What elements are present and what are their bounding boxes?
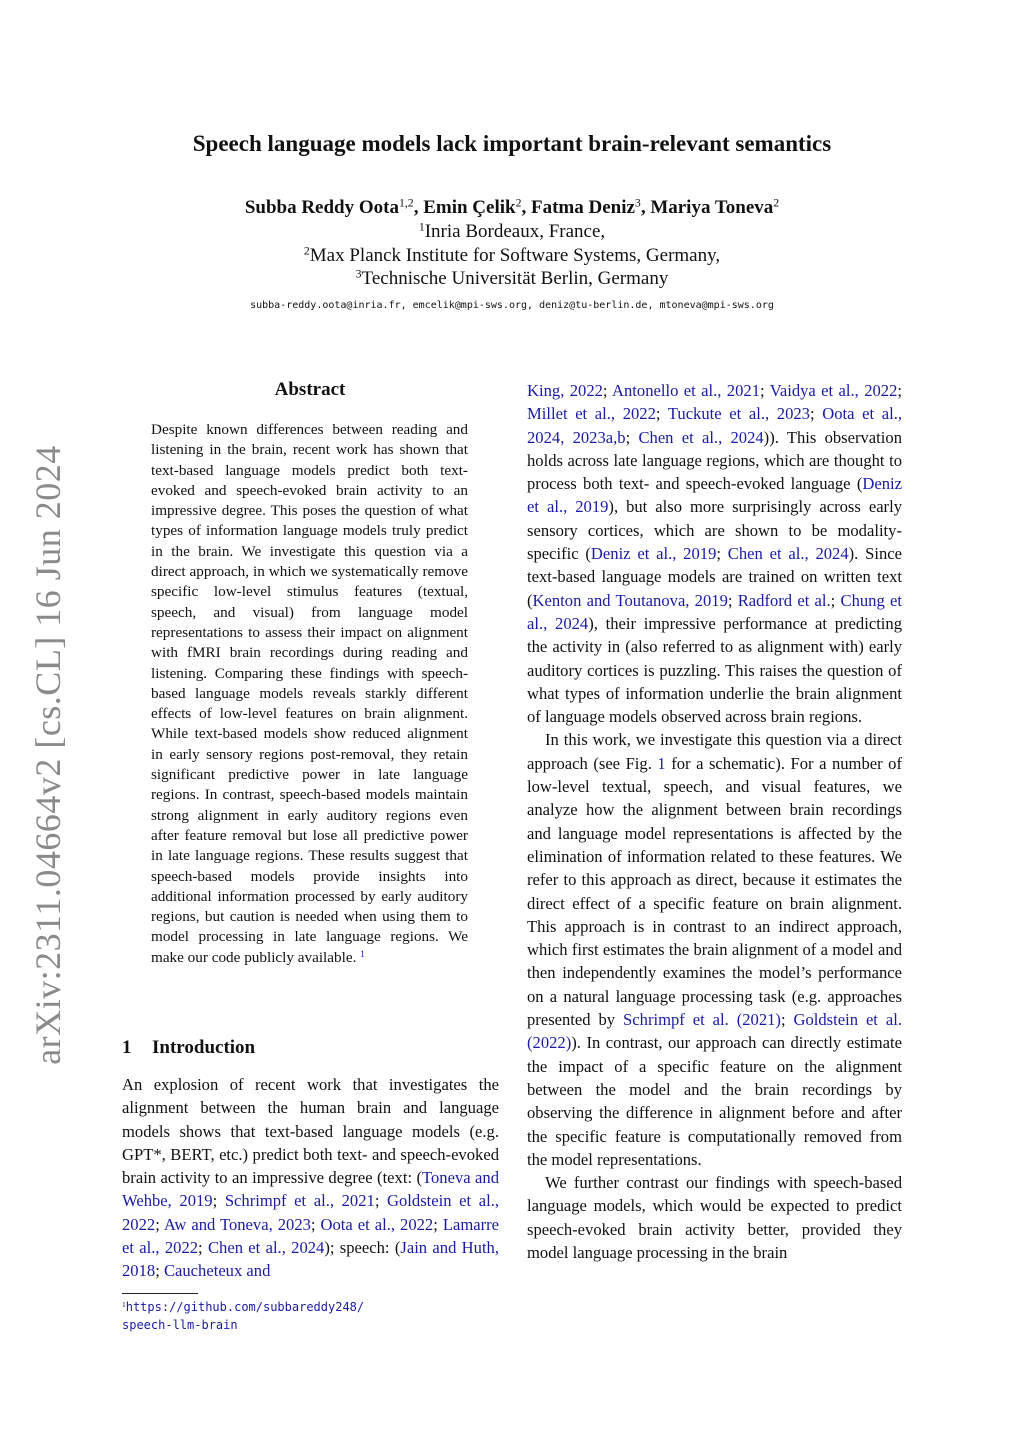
body-text: ). Since text-based language models are trained on written text ( — [527, 544, 902, 610]
citation-link[interactable]: Oota et al., 2022 — [320, 1214, 434, 1234]
author-name: Mariya Toneva — [650, 197, 774, 218]
section-heading-introduction: 1 Introduction — [122, 1037, 256, 1058]
footnote-divider — [122, 1293, 198, 1294]
affiliation-3: $^3$Technische Universität Berlin, Germany — [355, 267, 669, 289]
citation-link[interactable]: Chen et al., 2024 — [207, 1238, 325, 1258]
arxiv-identifier-text: arXiv:2311.04664v2 [cs.CL] 16 Jun 2024 — [28, 445, 68, 1065]
body-text: ; — [155, 1214, 164, 1234]
author-list: Subba Reddy Oota$^{1,2}$, Emin Çelik$^2$, Fatma Deniz$^3$, Mariya Toneva$^2$ — [244, 196, 780, 218]
citation-link[interactable]: Deniz et al., 2019 — [527, 474, 902, 517]
body-text: ); speech: ( — [324, 1238, 401, 1258]
body-text: ; — [433, 1214, 443, 1234]
body-text: ; — [212, 1191, 225, 1211]
affiliation-2: $^2$Max Planck Institute for Software Systems, Germany, — [303, 244, 721, 266]
body-text: In this work, we investigate this question via a direct approach (see Fig. — [527, 730, 902, 773]
body-text: ; — [602, 381, 613, 400]
body-text: ; — [310, 1214, 321, 1234]
citation-link[interactable]: Goldstein et al., 2022 — [122, 1191, 500, 1234]
citation-link[interactable]: Chen et al., 2024 — [727, 544, 849, 564]
abstract-heading: Abstract — [274, 379, 346, 400]
intro-right-column — [527, 379, 902, 1264]
footnote: $^1$https://github.com/subbareddy248/ speech-llm-brain — [122, 1299, 365, 1332]
body-text: ; — [897, 381, 903, 400]
body-text: ; — [830, 590, 841, 610]
body-text: ), but also more surprisingly across early sensory cortices, which are shown to be modality-specific ( — [527, 497, 902, 564]
citation-link[interactable]: Millet et al., 2022 — [527, 404, 656, 424]
abstract-text: Despite known differences between reading and listening in the brain, recent work has shown that text-based language models predict both text-evoked and speech-evoked brain activity to an impressive degree. This poses the question of what types of information language models truly predict in the brain. We investigate this question via a direct approach, in which we systematically remove specific low-level stimulus features (textual, speech, and visual) from language model representations to assess their impact on alignment with fMRI brain recordings during reading and listening. Comparing these findings with speech-based language models reveals starkly different effects of low-level features on brain alignment. While text-based models show reduced alignment in early sensory regions post-removal, they retain significant predictive power in late language regions. In contrast, speech-based models maintain strong alignment in early auditory regions even after feature removal but lose all predictive power in late language regions. These results suggest that speech-based models provide insights into additional information processed by early auditory regions, but caution is needed when using them to model processing in late language regions. We make our code publicly available. $^1$ — [151, 421, 468, 966]
citation-link[interactable]: Goldstein et al. (2022) — [527, 1010, 902, 1053]
citation-link[interactable]: Vaidya et al., 2022 — [769, 381, 898, 400]
citation-link[interactable]: Oota et al., 2024, 2023a,b — [527, 404, 902, 447]
citation-link[interactable]: Aw and Toneva, 2023 — [163, 1214, 311, 1234]
citation-link[interactable]: Toneva and Wehbe, 2019 — [122, 1168, 499, 1211]
author-name: Fatma Deniz — [530, 197, 635, 218]
footnote-link-cont[interactable]: speech-llm-brain — [122, 1318, 238, 1332]
paper-title: Speech language models lack important brain-relevant semantics — [192, 131, 832, 156]
footnote-ref[interactable]: 1 — [360, 949, 365, 960]
citation-link[interactable]: Jain and Huth, 2018 — [122, 1238, 500, 1281]
footnote-link[interactable]: https://github.com/subbareddy248/ — [125, 1300, 365, 1314]
body-text: An explosion of recent work that investigates the alignment between the human brain and language models shows that text-based language models (e.g. GPT*, BERT, etc.) predict both text- and speech-evoked brain activity to an impressive degree (text: ( — [122, 1075, 499, 1188]
body-text: ; — [760, 381, 770, 400]
body-text: ; — [625, 427, 639, 447]
intro-paragraph-left — [122, 1073, 499, 1283]
body-text: ), their impressive performance at predicting the activity in (also referred to as alignment with) early auditory cortices is puzzling. This raises the question of what types of information underlie the brain alignment of language models observed across brain regions. — [527, 613, 903, 727]
citation-link[interactable]: Schrimpf et al. (2021) — [623, 1010, 781, 1030]
citation-link[interactable]: King, 2022 — [527, 381, 603, 400]
body-text: )). This observation holds across late language regions, which are thought to process both text- and speech-evoked language ( — [527, 427, 902, 494]
citation-link[interactable]: Radford et al. — [737, 590, 831, 610]
body-text: ; — [198, 1238, 208, 1258]
author-emails: subba-reddy.oota@inria.fr, emcelik@mpi-sws.org, deniz@tu-berlin.de, mtoneva@mpi-sws.org — [250, 300, 774, 311]
citation-link[interactable]: Chung et al., 2024 — [527, 590, 902, 633]
body-text: ). In contrast, our approach can directly estimate the impact of a specific feature on the alignment between the model and the brain recordings by observing the difference in alignment before and after the specific feature is computationally removed from the model representations. — [527, 1033, 902, 1169]
citation-link[interactable]: Deniz et al., 2019 — [590, 544, 717, 564]
body-text: ; — [716, 544, 728, 564]
author-name: Subba Reddy Oota — [244, 197, 399, 218]
author-name: Emin Çelik — [423, 197, 516, 218]
citation-link[interactable]: Tuckute et al., 2023 — [667, 404, 810, 424]
citation-link[interactable]: 1 — [657, 753, 666, 773]
body-text: ; — [780, 1010, 794, 1030]
citation-link[interactable]: Schrimpf et al., 2021 — [224, 1191, 375, 1211]
body-text: ; — [727, 590, 738, 610]
body-text: ; — [809, 404, 823, 424]
citation-link[interactable]: Antonello et al., 2021 — [612, 381, 760, 400]
arxiv-identifier — [18, 445, 78, 1065]
body-text: ; — [655, 404, 668, 424]
citation-link[interactable]: Lamarre et al., 2022 — [122, 1214, 500, 1258]
body-text: for a schematic). For a number of low-level textual, speech, and visual features, we analyze how the alignment between brain recordings and language model representations is affected by the elimination of information related to these features. We refer to this approach as direct, because it estimates the direct effect of a specific feature on brain alignment. This approach is in contrast to an indirect approach, which first estimates the brain alignment of a model and then independently examines the model’s performance on a natural language processing task (e.g. approaches presented by — [527, 753, 902, 1030]
intro-paragraph — [527, 728, 902, 1171]
citation-link[interactable]: Kenton and Toutanova, 2019 — [532, 590, 728, 610]
intro-paragraph — [527, 379, 902, 728]
affiliation-1: $^1$Inria Bordeaux, France, — [418, 220, 606, 242]
body-text: ; — [155, 1261, 164, 1281]
citation-link[interactable]: Caucheteux and — [163, 1261, 271, 1281]
intro-paragraph — [527, 1171, 902, 1264]
citation-link[interactable]: Chen et al., 2024 — [638, 427, 764, 447]
body-text: We further contrast our findings with speech-based language models, which would be expected to predict speech-evoked brain activity better, provided they model language processing in the brain — [527, 1173, 902, 1262]
body-text: ; — [374, 1191, 388, 1211]
